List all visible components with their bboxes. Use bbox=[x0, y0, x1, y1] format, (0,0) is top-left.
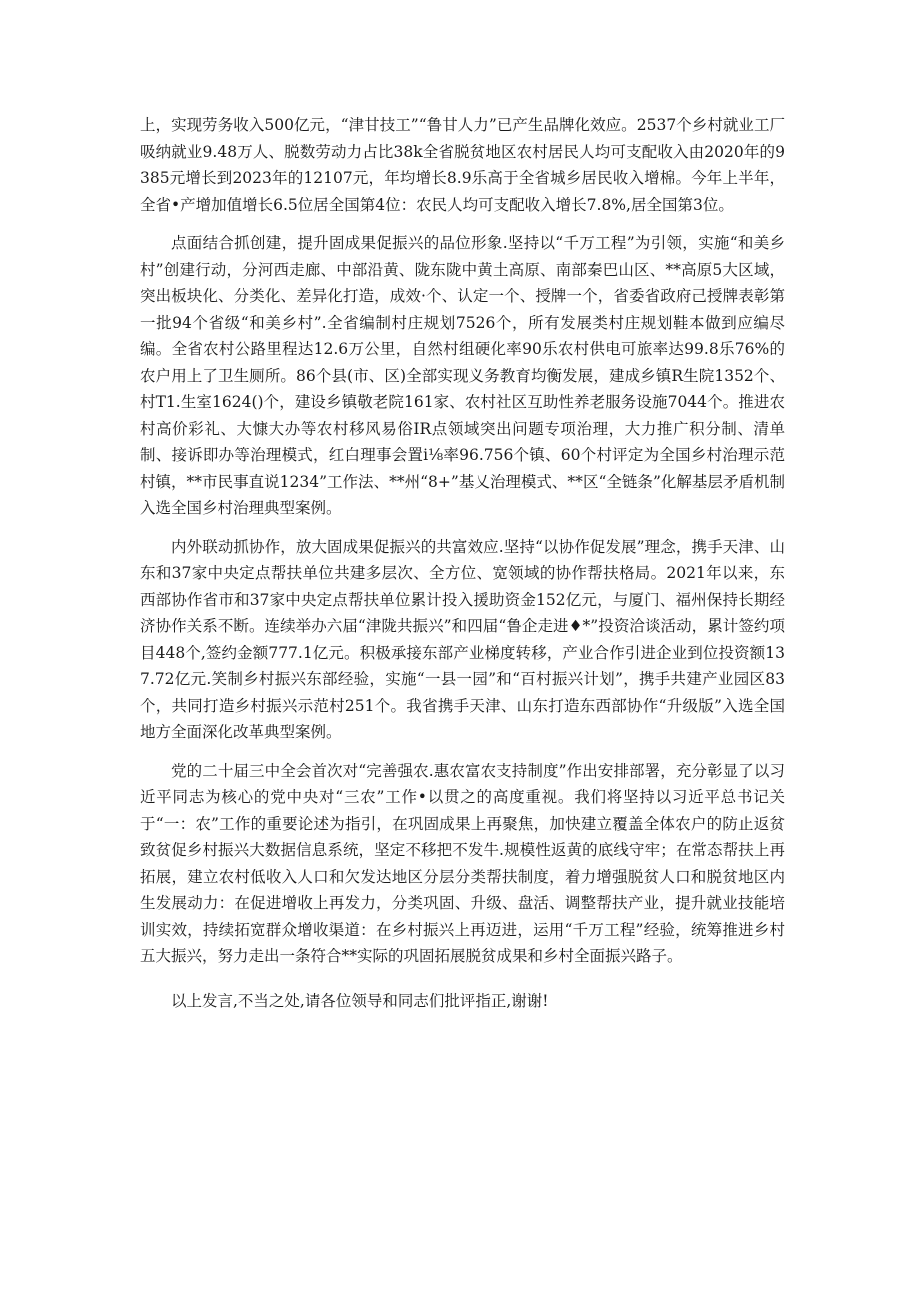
document-body bbox=[140, 112, 785, 1026]
paragraph-closing: 以上发言,不当之处,请各位领导和同志们批评指正,谢谢! bbox=[171, 991, 549, 1010]
paragraph-cooperation: 内外联动抓协作，放大固成果促振兴的共富效应.坚持“以协作促发展”理念，携手天津、山东和37家中央定点帮扶单位共建多层次、全方位、宽领域的协作帮扶格局。2021年以来，东西部协作省市和37家中央定点帮扶单位累计投入援助资金152亿元，与厦门、福州保持长期经济协作关系不断。连续举办六届“津陇共振兴”和四届“鲁企走进♦*”投资洽谈活动，累计签约项目448个,签约金额777.1亿元。积极承接东部产业梯度转移，产业合作引进企业到位投资额137.72亿元.笑制乡村振兴东部经验，实施“一县一园”和“百村振兴计划”，携手共建产业园区83个，共同打造乡村振兴示范村251个。我省携手天津、山东打造东西部协作“升级版”入选全国地方全面深化改革典型案例。 bbox=[140, 537, 785, 741]
paragraph-labor-income: 上，实现劳务收入500亿元，“津甘技工”“鲁甘人力”已产生品牌化效应。2537个乡村就业工厂吸纳就业9.48万人、脱数劳动力占比38k全省脱贫地区农村居民人均可支配收入由2020年的9385元增长到2023年的12107元，年均增长8.9乐高于全省城乡居民收入增棉。今年上半年，全省•产增加值增长6.5位居全国第4位：农民人均可支配收入增长7.8%,居全国第3位。 bbox=[140, 116, 785, 214]
paragraph-plenary-session: 党的二十届三中全会首次对“完善强农.惠农富农支持制度”作出安排部署，充分彰显了以习近平同志为核心的党中央对“三农”工作•以贯之的高度重视。我们将坚持以习近平总书记关于“一：农”工作的重要论述为指引，在巩固成果上再聚焦，加快建立覆盖全体农户的防止返贫致贫促乡村振兴大数据信息系统，坚定不移把不发牛.规模性返黄的底线守牢；在常态帮扶上再拓展，建立农村低收入人口和欠发达地区分层分类帮扶制度，着力增强脱贫人口和脱贫地区内生发展动力：在促进增收上再发力，分类巩固、升级、盘活、调整帮扶产业，提升就业技能培训实效，持续拓宽群众增收渠道：在乡村振兴上再迈进，运用“千万工程”经验，统筹推进乡村五大振兴，努力走出一条符合**实际的巩固拓展脱贫成果和乡村全面振兴路子。 bbox=[140, 761, 785, 965]
paragraph-rural-construction: 点面结合抓创建，提升固成果促振兴的品位形象.坚持以“千万工程”为引领，实施“和美乡村”创建行动，分河西走廊、中部沿黄、陇东陇中黄土高原、南部秦巴山区、**高原5大区域，突出板块化、分类化、差异化打造，成效·个、认定一个、授牌一个，省委省政府己授牌表彰第一批94个省级“和美乡村”.全省编制村庄规划7526个，所有发展类村庄规划鞋本做到应编尽编。全省农村公路里程达12.6万公里，自然村组硬化率90乐农村供电可旅率达99.8乐76%的农户用上了卫生厕所。86个县(市、区)全部实现义务教育均衡发展，建成乡镇R生院1352个、村T1.生室1624()个，建设乡镇敬老院161家、农村社区互助性养老服务设施7044个。推进农村高价彩礼、大慷大办等农村移风易俗IR点领域突出问题专项治理，大力推广积分制、清单制、接诉即办等治理模式，红白理事会置i⅛率96.756个镇、60个村评定为全国乡村治理示范村镇，**市民事直说1234”工作法、**州“8+”基乂治理模式、**区“全链条”化解基层矛盾机制入选全国乡村治理典型案例。 bbox=[140, 234, 785, 517]
